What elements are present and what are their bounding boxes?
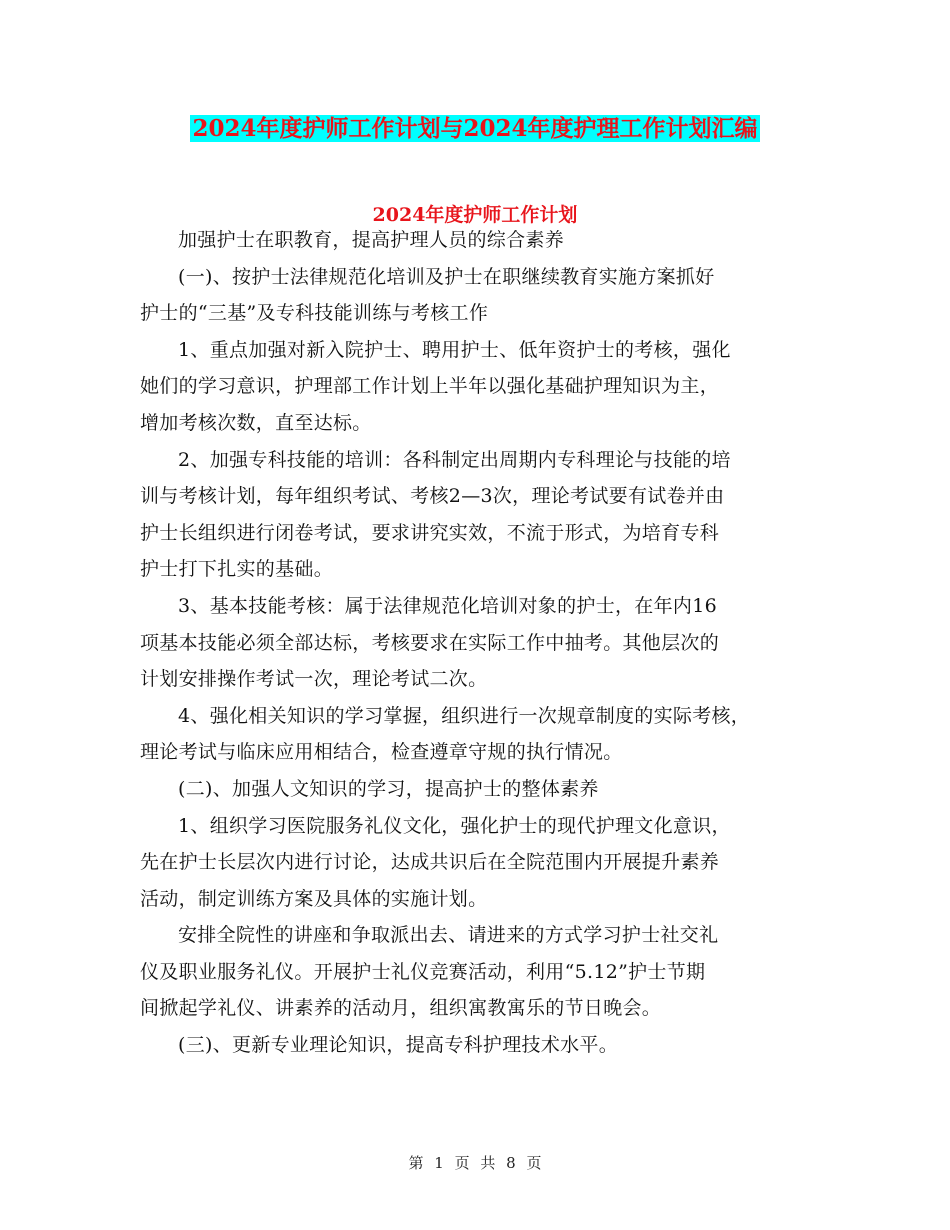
- paragraph-line: 计划安排操作考试一次，理论考试二次。: [140, 668, 488, 691]
- paragraph: [140, 771, 820, 808]
- paragraph: [140, 442, 820, 588]
- paragraph: [140, 222, 820, 259]
- paragraph-line: (二)、加强人文知识的学习，提高护士的整体素养: [178, 777, 599, 800]
- paragraph: [140, 917, 820, 1027]
- paragraph-line: 4、强化相关知识的学习掌握，组织进行一次规章制度的实际考核，: [178, 704, 751, 727]
- paragraph-line: (三)、更新专业理论知识，提高专科护理技术水平。: [178, 1034, 619, 1057]
- paragraph-line: 安排全院性的讲座和争取派出去、请进来的方式学习护士社交礼: [178, 924, 719, 947]
- paragraph-line: 2、加强专科技能的培训：各科制定出周期内专科理论与技能的培: [178, 448, 731, 471]
- paragraph-line: 理论考试与临床应用相结合，检查遵章守规的执行情况。: [140, 741, 623, 764]
- paragraph: [140, 588, 820, 698]
- paragraph-line: 护士的“三基”及专科技能训练与考核工作: [140, 302, 489, 325]
- paragraph-line: 先在护士长层次内进行讨论，达成共识后在全院范围内开展提升素养: [140, 851, 720, 874]
- paragraph-line: 护士打下扎实的基础。: [140, 558, 334, 581]
- paragraph-line: (一)、按护士法律规范化培训及护士在职继续教育实施方案抓好: [178, 265, 715, 288]
- paragraph: [140, 698, 820, 771]
- paragraph-line: 1、组织学习医院服务礼仪文化，强化护士的现代护理文化意识，: [178, 814, 731, 837]
- main-title: [0, 112, 950, 146]
- paragraph-line: 护士长组织进行闭卷考试，要求讲究实效，不流于形式，为培育专科: [140, 521, 720, 544]
- section-title: 2024年度护师工作计划: [372, 204, 578, 226]
- page-footer: 第 1 页 共 8 页: [408, 1154, 542, 1172]
- paragraph: [140, 259, 820, 332]
- paragraph: [140, 808, 820, 918]
- document-body: [140, 222, 820, 1064]
- main-title-highlight: 2024年度护师工作计划与2024年度护理工作计划汇编: [192, 115, 758, 142]
- paragraph-line: 项基本技能必须全部达标，考核要求在实际工作中抽考。其他层次的: [140, 631, 720, 654]
- paragraph-line: 仪及职业服务礼仪。开展护士礼仪竞赛活动，利用“5.12”护士节期: [140, 960, 706, 983]
- paragraph: [140, 1027, 820, 1064]
- paragraph-line: 3、基本技能考核：属于法律规范化培训对象的护士，在年内16: [178, 594, 717, 617]
- paragraph-line: 训与考核计划，每年组织考试、考核2—3次，理论考试要有试卷并由: [140, 485, 725, 508]
- paragraph-line: 她们的学习意识，护理部工作计划上半年以强化基础护理知识为主，: [140, 375, 720, 398]
- paragraph: [140, 332, 820, 442]
- paragraph-line: 加强护士在职教育，提高护理人员的综合素养: [178, 229, 565, 251]
- paragraph-line: 间掀起学礼仪、讲素养的活动月，组织寓教寓乐的节日晚会。: [140, 997, 662, 1020]
- paragraph-line: 增加考核次数，直至达标。: [140, 411, 372, 434]
- paragraph-line: 活动，制定训练方案及具体的实施计划。: [140, 887, 488, 910]
- paragraph-line: 1、重点加强对新入院护士、聘用护士、低年资护士的考核，强化: [178, 338, 731, 361]
